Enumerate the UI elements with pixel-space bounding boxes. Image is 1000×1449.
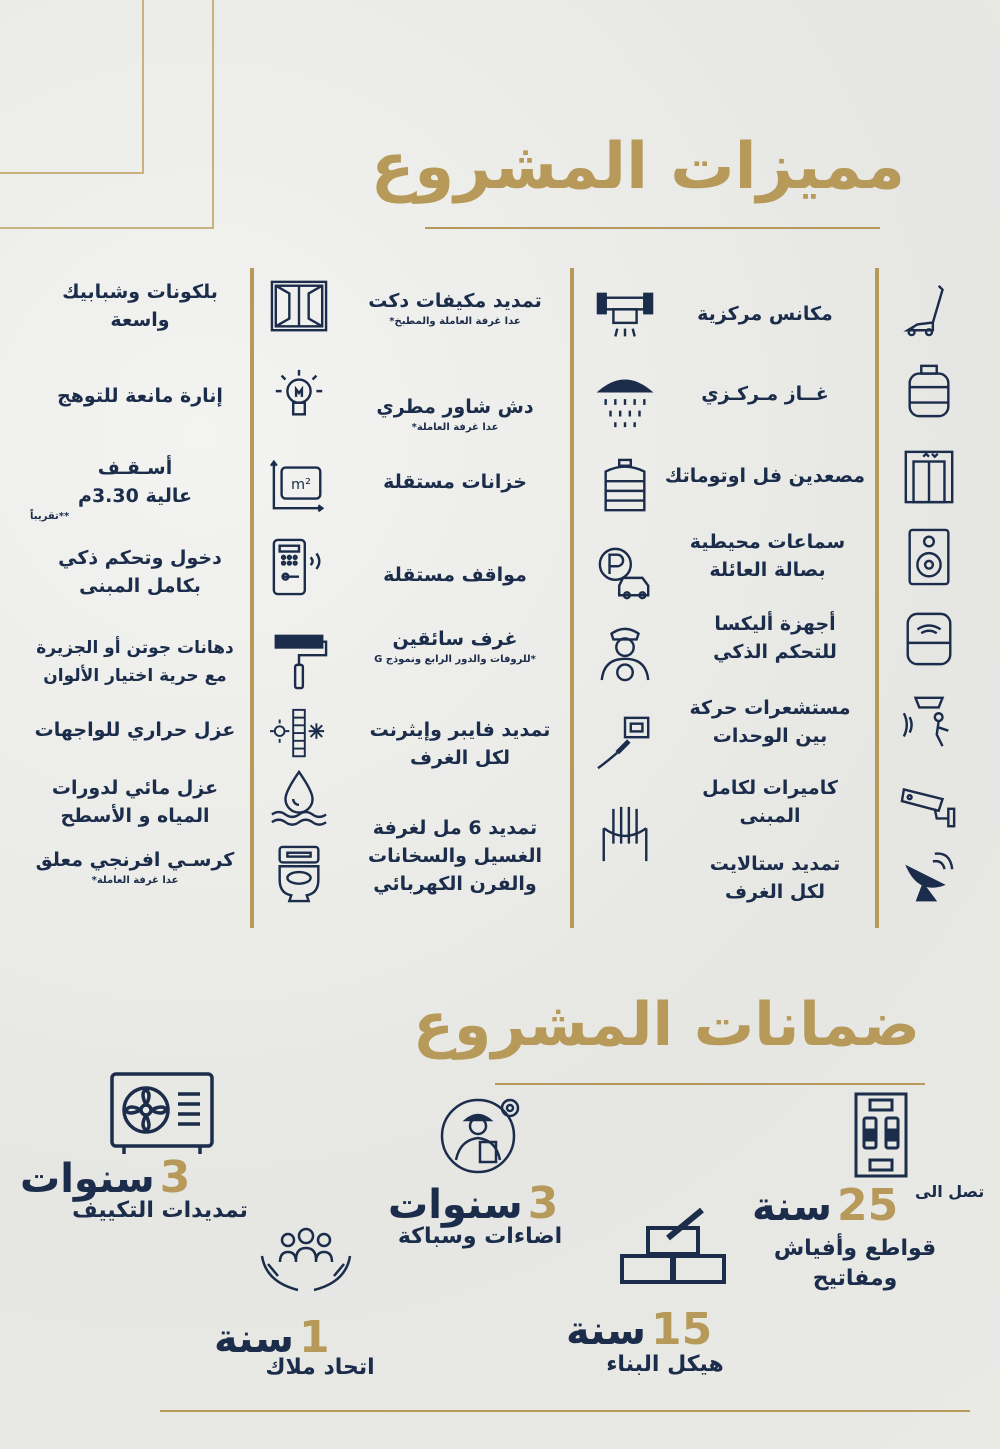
warranty-desc: اتحاد ملاك	[265, 1355, 375, 1380]
warranties-title-underline	[495, 1083, 925, 1085]
smart-speaker-icon	[900, 610, 958, 668]
feature-note: **تقريباً	[30, 511, 70, 522]
bottom-rule	[160, 1410, 970, 1412]
community-hands-icon	[258, 1220, 354, 1300]
water-tank-icon	[596, 458, 654, 516]
technician-icon	[438, 1090, 524, 1180]
warranty-structure: 15 سنة	[566, 1304, 713, 1355]
warranty-desc: تمديدات التكييف	[72, 1198, 248, 1223]
warranty-hoa: 1 سنة	[214, 1312, 330, 1363]
feature-label: تمديد فايبر وإيثرنت لكل الغرف	[369, 719, 551, 769]
warranty-prefix: تصل الى	[915, 1182, 985, 1201]
svg-text:m²: m²	[290, 476, 311, 493]
feature-label: سماعات محيطية بصالة العائلة	[689, 531, 846, 581]
warranty-desc: اضاءات وسباكة	[397, 1224, 563, 1249]
feature-note: عدا غرفة العاملة والمطبخ*	[389, 316, 521, 327]
feature-label: غــاز مـركـزي	[701, 383, 829, 405]
paint-roller-icon	[270, 632, 328, 690]
column-divider	[570, 268, 574, 928]
electric-cable-icon	[596, 805, 654, 863]
column-divider	[875, 268, 879, 928]
elevator-icon	[900, 448, 958, 506]
ac-unit-icon	[110, 1072, 214, 1156]
warranty-lighting: 3 سنوات	[388, 1178, 559, 1229]
rain-shower-icon	[596, 372, 654, 430]
warranty-desc: هيكل البناء	[606, 1352, 724, 1377]
feature-label: مصعدين فل اوتوماتك	[664, 465, 866, 487]
feature-label: عزل مائي لدورات المياه و الأسطح	[51, 777, 219, 827]
feature-label: غرف سائقين *للروفات والدور الرابع ونموذج G	[330, 625, 580, 667]
parking-icon	[596, 545, 654, 603]
driver-icon	[596, 624, 654, 682]
features-title-underline	[425, 227, 880, 229]
feature-label: خزانات مستقلة	[383, 471, 527, 493]
cctv-camera-icon	[900, 774, 958, 832]
warranties-title: ضمانات المشروع	[413, 990, 920, 1060]
warranty-ac: 3 سنوات	[20, 1152, 191, 1203]
vacuum-icon	[900, 280, 958, 338]
features-title: مميزات المشروع	[370, 130, 905, 204]
bricks-icon	[618, 1208, 728, 1286]
thermal-insulation-icon	[270, 706, 328, 764]
warranty-breakers: 25 سنة	[752, 1180, 899, 1231]
duct-ac-icon	[596, 290, 654, 348]
feature-note: عدا غرفة العاملة*	[411, 422, 499, 433]
column-divider	[250, 268, 254, 928]
area-m2-icon	[270, 456, 328, 514]
feature-label: دش شاور مطري عدا غرفة العاملة*	[340, 393, 570, 435]
feature-label: عزل حراري للواجهات	[34, 719, 236, 741]
feature-label: أجهزة أليكسا للتحكم الذكي	[713, 613, 837, 663]
window-icon	[270, 278, 328, 336]
light-bulb-icon	[270, 366, 328, 424]
circuit-breaker-icon	[850, 1092, 912, 1178]
feature-label: مواقف مستقلة	[383, 564, 527, 586]
feature-label: دهانات جوتن أو الجزيرة مع حرية اختيار الألوان	[36, 638, 234, 686]
feature-label: إنارة مانعة للتوهج	[57, 385, 223, 407]
decorative-frame-inner	[0, 0, 214, 229]
water-drop-icon	[270, 770, 328, 828]
feature-note: *للروفات والدور الرابع ونموذج G	[374, 654, 536, 665]
gas-cylinder-icon	[900, 362, 958, 420]
warranty-desc: قواطع وأفياش ومفاتيح	[773, 1236, 937, 1291]
speaker-icon	[900, 528, 958, 586]
feature-label: كاميرات لكامل المبنى	[702, 777, 838, 827]
feature-note: عدا غرفة العاملة*	[91, 875, 179, 886]
toilet-icon	[270, 845, 328, 903]
feature-label: بلكونات وشبابيك واسعة	[62, 281, 218, 331]
smart-lock-icon	[270, 538, 328, 596]
feature-label: تمديد 6 مل لغرفة الغسيل والسخانات والفرن الكهربائي	[367, 817, 542, 895]
satellite-dish-icon	[900, 846, 958, 904]
feature-label: مستشعرات حركة بين الوحدات	[689, 697, 851, 747]
motion-sensor-icon	[900, 692, 958, 750]
feature-label: مكانس مركزية	[697, 303, 833, 325]
feature-label: تمديد مكيفات دكت عدا غرفة العاملة والمطبخ*	[340, 287, 570, 329]
feature-label: كرسـي افرنجي معلق عدا غرفة العاملة*	[25, 846, 245, 888]
feature-label: تمديد ستالايت لكل الغرف	[709, 853, 841, 903]
feature-label: دخول وتحكم ذكي بكامل المبنى	[58, 547, 222, 597]
ethernet-cable-icon	[596, 714, 654, 772]
feature-label: أسـقـف عالية 3.30م **تقريباً	[30, 454, 240, 524]
